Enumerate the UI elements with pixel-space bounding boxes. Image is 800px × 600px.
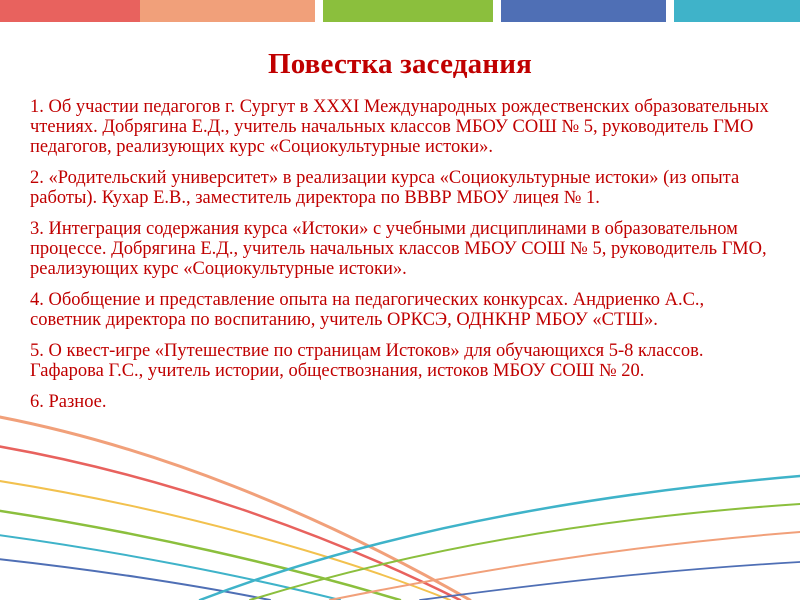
decorative-swoosh-group [0,380,800,600]
list-item: 4. Обобщение и представление опыта на педагогических конкурсах. Андриенко А.С., советник директора по воспитанию, учитель ОРКСЭ, ОДНКНР МБОУ «СТШ». [30,289,705,330]
list-item: 1. Об участии педагогов г. Сургут в XXXI Международных рождественских образовательных чтениях. Добрягина Е.Д., учитель начальных классов МБОУ СОШ № 5, руководитель ГМО педагогов, реализующих курс «Социокультурные истоки». [30,97,769,157]
page-title: Повестка заседания [267,48,533,80]
agenda-list [30,98,772,413]
list-item: 5. О квест-игре «Путешествие по страницам Истоков» для обучающихся 5-8 классов. Гафарова Г.С., учитель истории, обществознания, истоков МБОУ СОШ № 20. [30,340,704,381]
list-item: 6. Разное. [30,391,107,412]
list-item: 3. Интеграция содержания курса «Истоки» с учебными дисциплинами в образовательном процессе. Добрягина Е.Д., учитель начальных классов МБОУ СОШ № 5, руководитель ГМО, реализующих курс «Социокультурные истоки». [30,218,767,279]
list-item: 2. «Родительский университет» в реализации курса «Социокультурные истоки» (из опыта работы). Кухар Е.В., заместитель директора по ВВВР МБОУ лицея № 1. [30,167,740,208]
decorative-top-color-bar [0,0,800,22]
